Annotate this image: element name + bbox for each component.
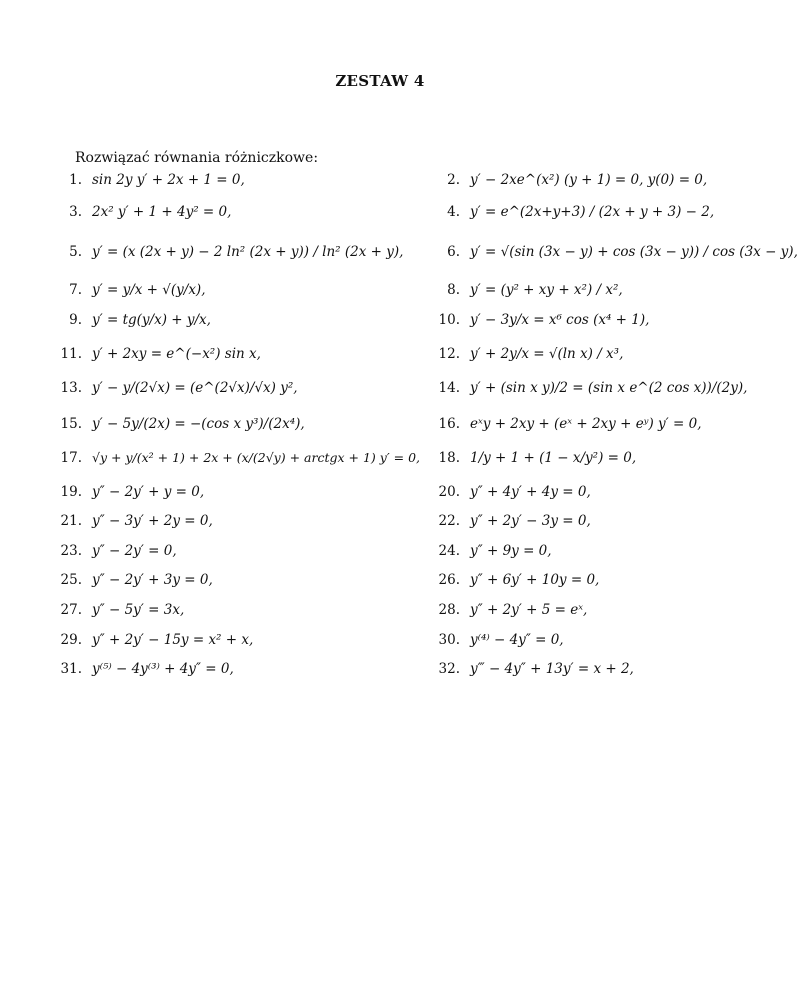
- problem-equation: eˣy + 2xy + (eˣ + 2xy + eʸ) y′ = 0,: [470, 416, 702, 432]
- problem-19: [52, 484, 204, 500]
- problem-equation: y′ − 2xe^(x²) (y + 1) = 0, y(0) = 0,: [470, 172, 708, 188]
- problem-equation: y′ = y/x + √(y/x),: [92, 282, 206, 298]
- problem-10: [430, 312, 649, 328]
- problem-equation: y′ = tg(y/x) + y/x,: [92, 312, 211, 328]
- problem-number: 16.: [438, 416, 460, 432]
- problem-equation: y′ = (y² + xy + x²) / x²,: [470, 282, 623, 298]
- problem-number: 24.: [438, 543, 460, 559]
- problem-equation: y⁽⁴⁾ − 4y″ = 0,: [470, 632, 564, 648]
- problem-number: 6.: [447, 244, 460, 260]
- problem-number: 30.: [438, 632, 460, 648]
- problem-number: 29.: [60, 632, 82, 648]
- problem-1: [52, 172, 245, 188]
- problem-22: [430, 513, 591, 529]
- problem-number: 27.: [60, 602, 82, 618]
- problem-number: 5.: [69, 244, 82, 260]
- problem-7: [52, 282, 205, 298]
- problem-number: 23.: [60, 543, 82, 559]
- problem-28: [430, 602, 587, 618]
- problem-equation: y″ − 3y′ + 2y = 0,: [92, 513, 213, 529]
- problem-27: [52, 602, 184, 618]
- problem-equation: y″ + 2y′ − 3y = 0,: [470, 513, 591, 529]
- problem-number: 7.: [69, 282, 82, 298]
- problem-number: 4.: [447, 204, 460, 220]
- problem-equation: 2x² y′ + 1 + 4y² = 0,: [92, 204, 232, 220]
- problem-24: [430, 543, 552, 559]
- problem-equation: y′ = e^(2x+y+3) / (2x + y + 3) − 2,: [470, 204, 715, 220]
- problem-equation: y″ − 2y′ + 3y = 0,: [92, 572, 213, 588]
- problem-13: [52, 380, 298, 396]
- problem-equation: y′ = (x (2x + y) − 2 ln² (2x + y)) / ln² (2x + y),: [92, 244, 404, 260]
- page-title: ZESTAW 4: [335, 72, 425, 90]
- problem-equation: y″ − 2y′ = 0,: [92, 543, 177, 559]
- problem-number: 3.: [69, 204, 82, 220]
- problem-18: [430, 450, 636, 466]
- problem-5: [52, 244, 403, 260]
- problem-equation: y″ + 9y = 0,: [470, 543, 552, 559]
- problem-number: 13.: [60, 380, 82, 396]
- problem-equation: y′ + 2y/x = √(ln x) / x³,: [470, 346, 624, 362]
- problem-equation: y⁽⁵⁾ − 4y⁽³⁾ + 4y″ = 0,: [92, 661, 234, 677]
- problem-number: 2.: [447, 172, 460, 188]
- problem-14: [430, 380, 747, 396]
- problem-number: 10.: [438, 312, 460, 328]
- problem-9: [52, 312, 211, 328]
- problem-31: [52, 661, 234, 677]
- problem-number: 26.: [438, 572, 460, 588]
- problem-4: [430, 204, 714, 220]
- problem-equation: y′ − 5y/(2x) = −(cos x y³)/(2x⁴),: [92, 416, 305, 432]
- problem-number: 28.: [438, 602, 460, 618]
- problem-2: [430, 172, 707, 188]
- problem-number: 15.: [60, 416, 82, 432]
- problem-number: 12.: [438, 346, 460, 362]
- problem-equation: y‴ − 4y″ + 13y′ = x + 2,: [470, 661, 634, 677]
- problem-equation: √y + y/(x² + 1) + 2x + (x/(2√y) + arctgx + 1) y′ = 0,: [92, 450, 421, 465]
- problem-32: [430, 661, 634, 677]
- problem-21: [52, 513, 213, 529]
- problem-25: [52, 572, 213, 588]
- problem-30: [430, 632, 564, 648]
- problem-equation: y′ − y/(2√x) = (e^(2√x)/√x) y²,: [92, 380, 298, 396]
- problem-number: 31.: [60, 661, 82, 677]
- problem-17: [52, 450, 420, 466]
- problem-number: 32.: [438, 661, 460, 677]
- problem-number: 1.: [69, 172, 82, 188]
- problem-3: [52, 204, 231, 220]
- problem-number: 17.: [60, 450, 82, 466]
- problem-equation: y″ + 2y′ + 5 = eˣ,: [470, 602, 588, 618]
- problem-equation: 1/y + 1 + (1 − x/y²) = 0,: [470, 450, 637, 466]
- problem-equation: y″ − 2y′ + y = 0,: [92, 484, 205, 500]
- problem-20: [430, 484, 591, 500]
- problem-23: [52, 543, 177, 559]
- instructions: Rozwiązać równania różniczkowe:: [75, 150, 319, 166]
- problem-equation: y″ + 2y′ − 15y = x² + x,: [92, 632, 254, 648]
- problem-equation: y′ + (sin x y)/2 = (sin x e^(2 cos x))/(2y),: [470, 380, 748, 396]
- problem-11: [52, 346, 261, 362]
- problem-12: [430, 346, 623, 362]
- problem-equation: y′ + 2xy = e^(−x²) sin x,: [92, 346, 261, 362]
- problem-equation: y′ − 3y/x = x⁶ cos (x⁴ + 1),: [470, 312, 650, 328]
- problem-8: [430, 282, 623, 298]
- problem-number: 19.: [60, 484, 82, 500]
- problem-number: 25.: [60, 572, 82, 588]
- problem-equation: y″ + 4y′ + 4y = 0,: [470, 484, 591, 500]
- problem-number: 11.: [60, 346, 82, 362]
- problem-number: 8.: [447, 282, 460, 298]
- problem-number: 14.: [438, 380, 460, 396]
- problem-number: 18.: [438, 450, 460, 466]
- problem-15: [52, 416, 305, 432]
- problem-16: [430, 416, 702, 432]
- problem-number: 9.: [69, 312, 82, 328]
- problem-6: [430, 244, 798, 260]
- problem-equation: y′ = √(sin (3x − y) + cos (3x − y)) / cos (3x − y),: [470, 244, 798, 260]
- problem-equation: sin 2y y′ + 2x + 1 = 0,: [92, 172, 245, 188]
- problem-number: 22.: [438, 513, 460, 529]
- problem-number: 21.: [60, 513, 82, 529]
- problem-29: [52, 632, 253, 648]
- problem-number: 20.: [438, 484, 460, 500]
- problem-equation: y″ − 5y′ = 3x,: [92, 602, 185, 618]
- problem-equation: y″ + 6y′ + 10y = 0,: [470, 572, 600, 588]
- problem-26: [430, 572, 599, 588]
